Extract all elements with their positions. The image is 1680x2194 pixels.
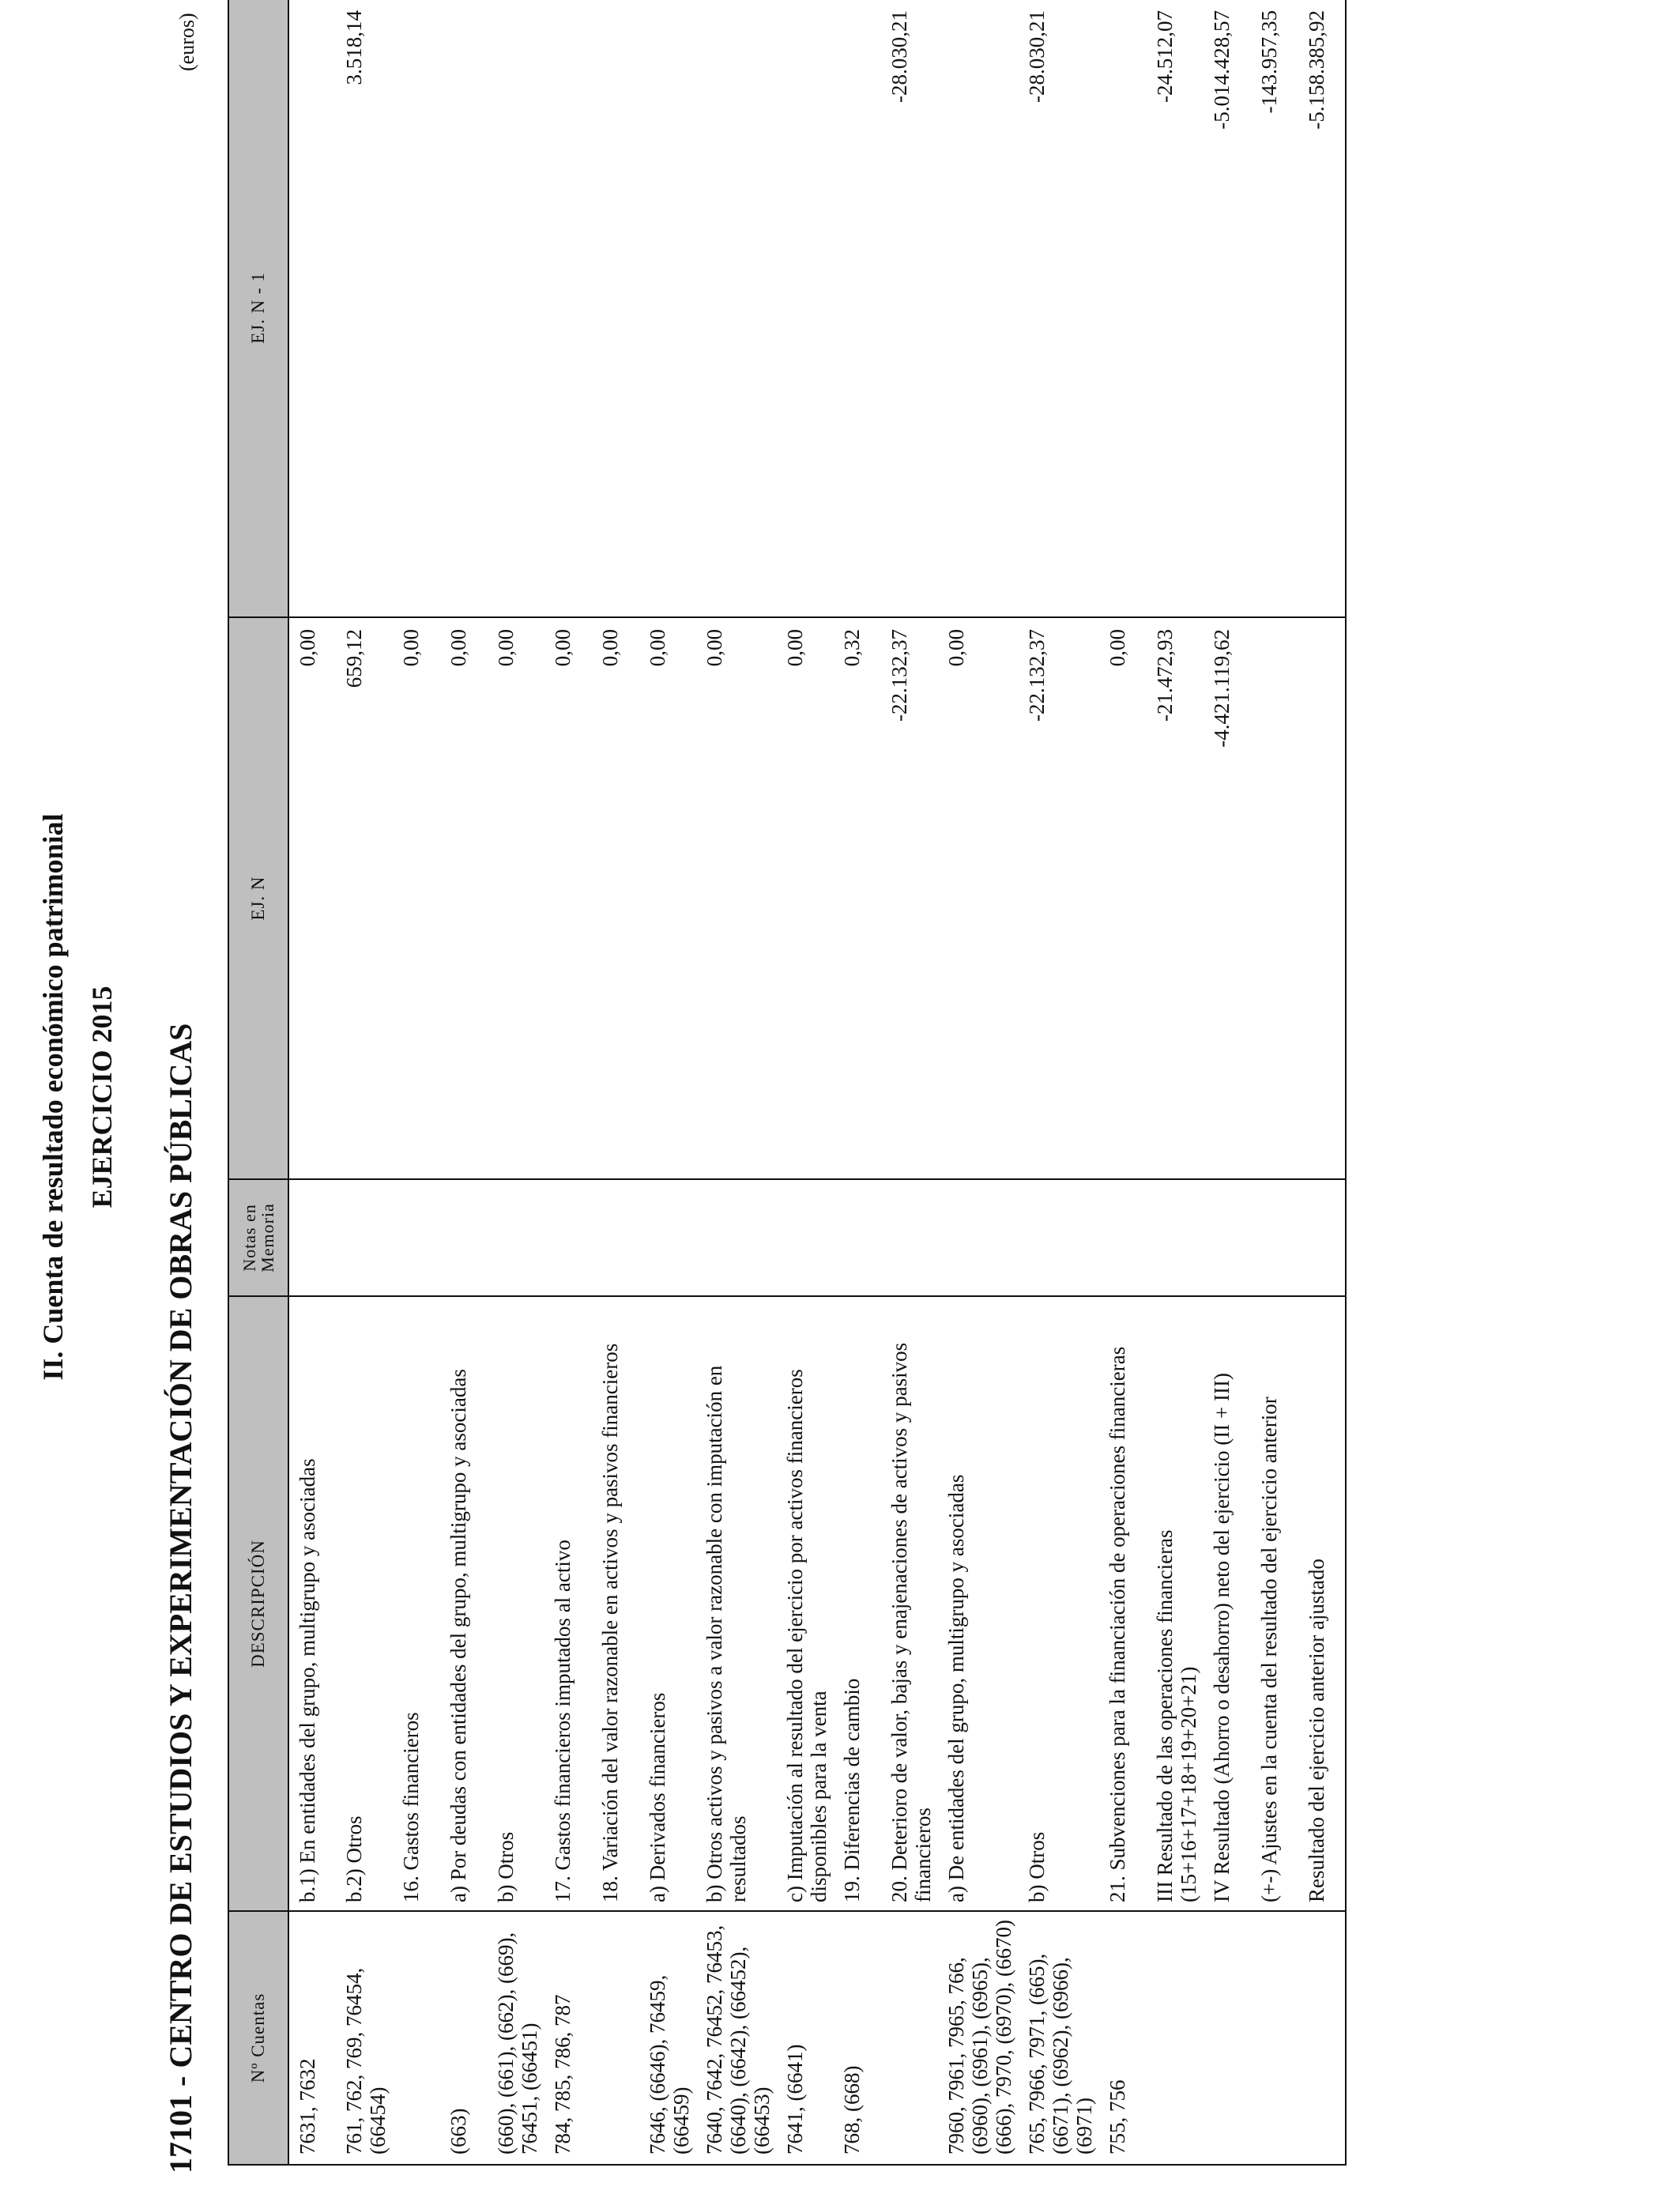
account-codes-cell <box>1203 1911 1251 2165</box>
value-ej-n1-cell: -28.030,21 <box>1019 0 1099 617</box>
account-codes-cell: (663) <box>440 1911 488 2165</box>
value-ej-n-cell: -4.421.119,62 <box>1203 617 1251 1179</box>
description-cell: b) Otros activos y pasivos a valor razonable con imputación en resultados <box>696 1296 777 1911</box>
table-row <box>440 0 488 2165</box>
value-ej-n-cell: 0,00 <box>288 617 336 1179</box>
notes-cell <box>777 1179 834 1296</box>
value-ej-n1-cell <box>393 0 440 617</box>
account-codes-cell <box>1147 1911 1203 2165</box>
description-cell: 16. Gastos financieros <box>393 1296 440 1911</box>
header-notas <box>228 1179 288 1296</box>
value-ej-n1-cell <box>639 0 696 617</box>
value-ej-n1-cell <box>440 0 488 617</box>
notes-cell <box>440 1179 488 1296</box>
value-ej-n1-cell <box>938 0 1019 617</box>
value-ej-n1-cell: -24.512,07 <box>1147 0 1203 617</box>
description-cell: b) Otros <box>1019 1296 1099 1911</box>
description-cell: IV Resultado (Ahorro o desahorro) neto del ejercicio (II + III) <box>1203 1296 1251 1911</box>
account-codes-cell <box>1251 1911 1298 2165</box>
table-row <box>1203 0 1251 2165</box>
description-cell: 20. Deterioro de valor, bajas y enajenaciones de activos y pasivos financieros <box>881 1296 938 1911</box>
notes-cell <box>288 1179 336 1296</box>
notes-cell <box>938 1179 1019 1296</box>
description-cell: Resultado del ejercicio anterior ajustado <box>1298 1296 1346 1911</box>
description-cell: a) Por deudas con entidades del grupo, multigrupo y asociadas <box>440 1296 488 1911</box>
notes-cell <box>1298 1179 1346 1296</box>
value-ej-n1-cell: -5.158.385,92 <box>1298 0 1346 617</box>
description-cell: (+-) Ajustes en la cuenta del resultado del ejercicio anterior <box>1251 1296 1298 1911</box>
value-ej-n-cell: -21.472,93 <box>1147 617 1203 1179</box>
value-ej-n1-cell <box>592 0 639 617</box>
value-ej-n-cell: 0,00 <box>938 617 1019 1179</box>
value-ej-n1-cell: 3.518,14 <box>336 0 393 617</box>
account-codes-cell: 7631, 7632 <box>288 1911 336 2165</box>
description-cell: 21. Subvenciones para la financiación de operaciones financieras <box>1099 1296 1147 1911</box>
table-row <box>1298 0 1346 2165</box>
header-descripcion: DESCRIPCIÓN <box>228 1296 288 1911</box>
notes-cell <box>1019 1179 1099 1296</box>
notes-cell <box>1251 1179 1298 1296</box>
description-cell: a) De entidades del grupo, multigrupo y asociadas <box>938 1296 1019 1911</box>
value-ej-n-cell: 0,00 <box>777 617 834 1179</box>
value-ej-n-cell: 0,00 <box>696 617 777 1179</box>
table-row <box>881 0 938 2165</box>
entity-name: 17101 - CENTRO DE ESTUDIOS Y EXPERIMENTACIÓN DE OBRAS PÚBLICAS <box>163 1023 198 2173</box>
header-ej-n: EJ. N <box>228 617 288 1179</box>
notes-cell <box>696 1179 777 1296</box>
table-row <box>336 0 393 2165</box>
table-row <box>488 0 544 2165</box>
value-ej-n-cell: 0,00 <box>488 617 544 1179</box>
account-codes-cell <box>1298 1911 1346 2165</box>
notes-cell <box>639 1179 696 1296</box>
account-codes-cell <box>393 1911 440 2165</box>
account-codes-cell: 7646, (6646), 76459, (66459) <box>639 1911 696 2165</box>
account-codes-cell <box>592 1911 639 2165</box>
notes-cell <box>1147 1179 1203 1296</box>
account-codes-cell: 7960, 7961, 7965, 766, (6960), (6961), (6965), (666), 7970, (6970), (6670) <box>938 1911 1019 2165</box>
table-row <box>1099 0 1147 2165</box>
header-notas-line1: Notas en <box>239 1204 259 1272</box>
table-row <box>834 0 881 2165</box>
table-row <box>288 0 336 2165</box>
value-ej-n1-cell <box>544 0 592 617</box>
report-title: II. Cuenta de resultado económico patrimonial <box>37 813 69 1381</box>
account-codes-cell: 761, 762, 769, 76454, (66454) <box>336 1911 393 2165</box>
table-row <box>1147 0 1203 2165</box>
table-header-row <box>228 0 288 2165</box>
notes-cell <box>544 1179 592 1296</box>
notes-cell <box>1099 1179 1147 1296</box>
value-ej-n1-cell <box>488 0 544 617</box>
units-label: (euros) <box>175 13 198 71</box>
notes-cell <box>336 1179 393 1296</box>
value-ej-n-cell: 0,32 <box>834 617 881 1179</box>
value-ej-n1-cell <box>696 0 777 617</box>
value-ej-n1-cell <box>777 0 834 617</box>
table-row <box>1019 0 1099 2165</box>
table-row <box>544 0 592 2165</box>
description-cell: 17. Gastos financieros imputados al activo <box>544 1296 592 1911</box>
account-codes-cell: 7641, (6641) <box>777 1911 834 2165</box>
header-notas-line2: Memoria <box>258 1203 277 1272</box>
value-ej-n1-cell <box>1099 0 1147 617</box>
header-ej-n1: EJ. N - 1 <box>228 0 288 617</box>
value-ej-n-cell <box>1298 617 1346 1179</box>
account-codes-cell: 7640, 7642, 76452, 76453, (6640), (6642), (66452), (66453) <box>696 1911 777 2165</box>
value-ej-n-cell: 0,00 <box>592 617 639 1179</box>
notes-cell <box>1203 1179 1251 1296</box>
account-codes-cell: 755, 756 <box>1099 1911 1147 2165</box>
value-ej-n1-cell <box>834 0 881 617</box>
table-row <box>1251 0 1298 2165</box>
value-ej-n-cell: -22.132,37 <box>1019 617 1099 1179</box>
value-ej-n1-cell: -143.957,35 <box>1251 0 1298 617</box>
value-ej-n-cell: 0,00 <box>393 617 440 1179</box>
value-ej-n-cell: 0,00 <box>1099 617 1147 1179</box>
account-codes-cell: (660), (661), (662), (669), 76451, (66451) <box>488 1911 544 2165</box>
report-subtitle: EJERCICIO 2015 <box>86 986 118 1208</box>
description-cell: 19. Diferencias de cambio <box>834 1296 881 1911</box>
value-ej-n-cell <box>1251 617 1298 1179</box>
notes-cell <box>393 1179 440 1296</box>
account-codes-cell <box>881 1911 938 2165</box>
results-table <box>228 0 1347 2166</box>
description-cell: III Resultado de las operaciones financieras (15+16+17+18+19+20+21) <box>1147 1296 1203 1911</box>
value-ej-n-cell: 0,00 <box>440 617 488 1179</box>
description-cell: b.2) Otros <box>336 1296 393 1911</box>
value-ej-n-cell: 0,00 <box>639 617 696 1179</box>
header-cuentas: Nº Cuentas <box>228 1911 288 2165</box>
table-row <box>696 0 777 2165</box>
description-cell: b) Otros <box>488 1296 544 1911</box>
description-cell: b.1) En entidades del grupo, multigrupo y asociadas <box>288 1296 336 1911</box>
value-ej-n1-cell: -28.030,21 <box>881 0 938 617</box>
table-row <box>592 0 639 2165</box>
table-row <box>639 0 696 2165</box>
description-cell: c) Imputación al resultado del ejercicio por activos financieros disponibles para la venta <box>777 1296 834 1911</box>
description-cell: a) Derivados financieros <box>639 1296 696 1911</box>
account-codes-cell: 765, 7966, 7971, (665), (6671), (6962), (6966), (6971) <box>1019 1911 1099 2165</box>
value-ej-n-cell: 0,00 <box>544 617 592 1179</box>
notes-cell <box>488 1179 544 1296</box>
value-ej-n1-cell <box>288 0 336 617</box>
table-row <box>393 0 440 2165</box>
value-ej-n-cell: 659,12 <box>336 617 393 1179</box>
account-codes-cell: 784, 785, 786, 787 <box>544 1911 592 2165</box>
value-ej-n1-cell: -5.014.428,57 <box>1203 0 1251 617</box>
description-cell: 18. Variación del valor razonable en activos y pasivos financieros <box>592 1296 639 1911</box>
table-row <box>938 0 1019 2165</box>
account-codes-cell: 768, (668) <box>834 1911 881 2165</box>
table-row <box>777 0 834 2165</box>
value-ej-n-cell: -22.132,37 <box>881 617 938 1179</box>
notes-cell <box>592 1179 639 1296</box>
notes-cell <box>834 1179 881 1296</box>
notes-cell <box>881 1179 938 1296</box>
